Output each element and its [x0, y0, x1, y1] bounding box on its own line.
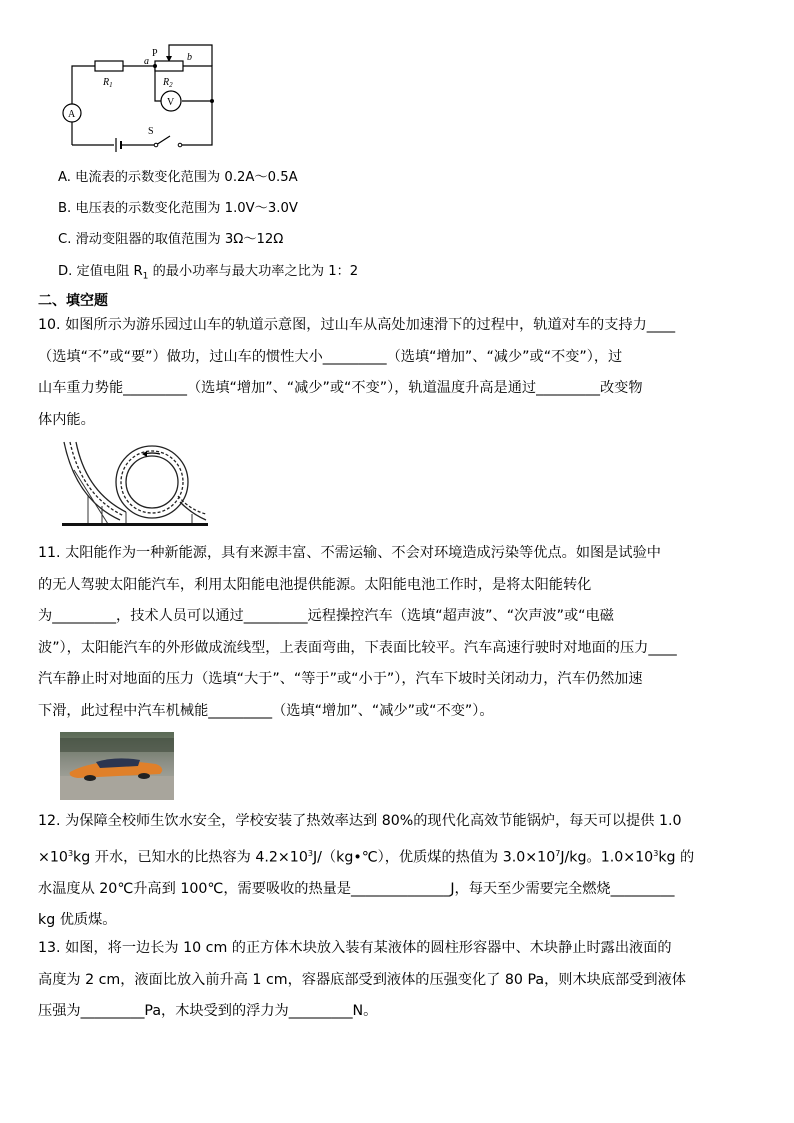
question-11: [38, 538, 756, 727]
junction-dot: [153, 64, 157, 68]
q12-line-2: [38, 838, 756, 874]
option-d-sub: 1: [142, 271, 149, 282]
q12-text: ×10: [38, 849, 68, 866]
q12-sup: 3: [67, 848, 74, 858]
r1-label: $R_1$: [103, 77, 113, 89]
question-13: [38, 933, 756, 1028]
option-b: B. 电压表的示数变化范围为 1.0V～3.0V: [58, 201, 298, 216]
voltmeter-label: V: [167, 97, 175, 108]
q12-sup: 3: [307, 848, 313, 858]
q10-line: （选填“不”或“要”）做功，过山车的惯性大小_________（选填“增加”、“减少”或“不变”），过: [38, 348, 623, 365]
switch-label: S: [148, 126, 154, 137]
q12-sup: 3: [653, 848, 659, 858]
q12-text: J/kg。1.0×10: [560, 849, 654, 866]
q11-line: 下滑，此过程中汽车机械能_________（选填“增加”、“减少”或“不变”）。: [38, 702, 494, 719]
q13-line: 13. 如图，将一边长为 10 cm 的正方体木块放入装有某液体的圆柱形容器中、木块静止时露出液面的: [38, 940, 672, 956]
option-d-pre: D. 定值电阻 R: [58, 264, 143, 279]
q12-line-3: 水温度从 20℃升高到 100℃，需要吸收的热量是______________J，每天至少需要完全燃烧_________: [38, 880, 675, 897]
r2-label: $R_2$: [163, 77, 173, 89]
q12-text: J/（kg•℃），优质煤的热值为 3.0×10: [312, 849, 556, 866]
question-12: [38, 806, 756, 937]
q12-line-4: kg 优质煤。: [38, 912, 117, 929]
terminal-label-b: b: [187, 52, 192, 63]
ammeter-label: A: [68, 109, 76, 120]
resistor-r1: [95, 61, 123, 71]
solar-car-photo: [60, 732, 174, 800]
option-d-post: 的最小功率与最大功率之比为 1：2: [148, 264, 359, 279]
circuit-diagram: [58, 38, 228, 158]
question-10: [38, 310, 756, 436]
q11-line: 波”），太阳能汽车的外形做成流线型，上表面弯曲，下表面比较平。汽车高速行驶时对地面的压力____: [38, 639, 677, 656]
resistor-r2: [155, 61, 183, 71]
q12-text: kg 开水，已知水的比热容为 4.2×10: [73, 849, 308, 866]
q12-sup: 7: [555, 848, 561, 858]
q10-line: 10. 如图所示为游乐园过山车的轨道示意图，过山车从高处加速滑下的过程中，轨道对车的支持力____: [38, 317, 676, 333]
q11-line: 汽车静止时对地面的压力（选填“大于”、“等于”或“小于”），汽车下坡时关闭动力，汽车仍然加速: [38, 671, 643, 687]
terminal-label-a: a: [144, 56, 149, 67]
q12-text: kg 的: [658, 849, 695, 866]
q10-line: 山车重力势能_________（选填“增加”、“减少”或“不变”），轨道温度升高是通过_________改变物: [38, 380, 643, 396]
option-d: [58, 262, 358, 287]
q11-line: 为_________，技术人员可以通过_________远程操控汽车（选填“超声波”、“次声波”或“电磁: [38, 608, 614, 624]
q13-line: 压强为_________Pa，木块受到的浮力为_________N。: [38, 1003, 378, 1019]
q11-line: 的无人驾驶太阳能汽车，利用太阳能电池提供能源。太阳能电池工作时，是将太阳能转化: [38, 576, 592, 593]
switch-contact: [154, 143, 158, 147]
option-a: A. 电流表的示数变化范围为 0.2A～0.5A: [58, 170, 298, 185]
q13-line: 高度为 2 cm，液面比放入前升高 1 cm，容器底部受到液体的压强变化了 80 Pa，则木块底部受到液体: [38, 971, 686, 988]
q10-line: 体内能。: [38, 411, 95, 428]
q12-line-1: 12. 为保障全校师生饮水安全，学校安装了热效率达到 80%的现代化高效节能锅炉，每天可以提供 1.0: [38, 813, 682, 829]
section-title: 二、填空题: [38, 293, 108, 309]
roller-coaster-figure: [60, 440, 210, 528]
junction-dot: [210, 99, 214, 103]
switch-contact: [178, 143, 182, 147]
slider-label-p: P: [152, 48, 158, 59]
q11-line: 11. 太阳能作为一种新能源，具有来源丰富、不需运输、不会对环境造成污染等优点。如图是试验中: [38, 545, 661, 561]
option-c: C. 滑动变阻器的取值范围为 3Ω～12Ω: [58, 232, 284, 247]
